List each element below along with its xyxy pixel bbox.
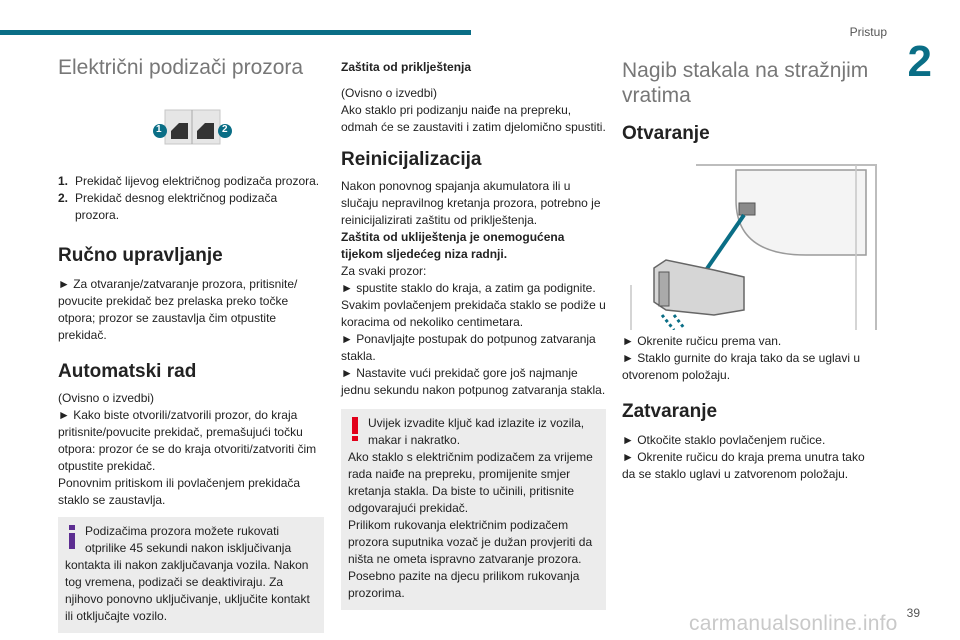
protection-version: (Ovisno o izvedbi): [341, 86, 438, 100]
reinit-line: ► spustite staklo do kraja, a zatim ga podignite. Svakim povlačenjem prekidača staklo se podiže u koracima od nekoliko centimetara.: [341, 281, 606, 329]
warning-line: Prilikom rukovanja električnim podizačem prozora suputnika vozač je dužan provjeriti da ništa ne ometa ispravno zatvaranje prozora.: [348, 518, 593, 566]
section-title-close: Zatvaranje: [622, 401, 718, 422]
section-label: Pristup: [849, 25, 887, 39]
section-title-tilt: Nagib stakala na stražnjim vratima: [622, 59, 869, 107]
protection-title: Zaštita od priklještenja: [341, 60, 472, 74]
warning-line: Posebno pazite na djecu prilikom rukovanja prozorima.: [348, 569, 580, 600]
warning-icon: [349, 417, 361, 441]
list-item: 1. Prekidač lijevog električnog podizača prozora.: [58, 174, 320, 188]
section-title-open: Otvaranje: [622, 123, 710, 144]
callout-2: 2: [222, 124, 228, 135]
info-rest: kontakta ili nakon zaključavanja vozila. Nakon tog vremena, podizači se deaktiviraju. Za njihovo ponovno uključivanje, uključite kontakt ili otključajte vozilo.: [65, 558, 310, 623]
watermark: carmanualsonline.info: [689, 612, 898, 635]
close-line: ► Okrenite ručicu do kraja prema unutra tako da se staklo uglavi u zatvorenom položaju.: [622, 450, 865, 481]
header-accent-bar: [0, 30, 471, 35]
open-line: ► Okrenite ručicu prema van.: [622, 334, 782, 348]
rear-window-latch-icon: [626, 160, 881, 330]
info-note: [58, 517, 324, 633]
close-line: ► Otkočite staklo povlačenjem ručice.: [622, 433, 826, 447]
page-number: 39: [906, 606, 920, 620]
reinit-line: Za svaki prozor:: [341, 264, 427, 278]
warning-note: [341, 409, 606, 610]
callout-1: 1: [156, 124, 162, 135]
window-switch-icon: [152, 109, 232, 153]
column-rear-window-tilt: [622, 55, 877, 483]
window-switch-illustration: [152, 109, 232, 153]
info-first: Podizačima prozora možete rukovati otprilike 45 sekundi nakon isključivanja: [85, 524, 292, 555]
section-title-reinit: Reinicijalizacija: [341, 149, 482, 170]
info-icon: [66, 525, 78, 549]
protection-text: Ako staklo pri podizanju naiđe na prepreku, odmah će se zaustaviti i zatim djelomično spustiti.: [341, 103, 606, 134]
chapter-number: 2: [907, 37, 932, 86]
rear-window-illustration: [626, 160, 881, 330]
open-line: ► Staklo gurnite do kraja tako da se uglavi u otvorenom položaju.: [622, 351, 861, 382]
manual-text: ► Za otvaranje/zatvaranje prozora, pritisnite/ povucite prekidač bez prelaska preko točke otpora; prozor se zaustavlja čim otpustite prekidač.: [58, 277, 298, 342]
section-title-power-windows: Električni podizači prozora: [58, 56, 304, 79]
reinit-intro: Nakon ponovnog spajanja akumulatora ili u slučaju nepravilnog kretanja prozora, potrebno je reinicijalizirati zaštitu od priklještenja.: [341, 179, 601, 227]
switch-list: [58, 173, 324, 224]
column-protection: [341, 55, 606, 610]
warning-line: Ako staklo s električnim podizačem za vrijeme rada naiđe na prepreku, promijenite smjer kretanja stakla. Da biste to učinili, pritisnite odgovarajući prekidač.: [348, 450, 593, 515]
reinit-line: ► Ponavljajte postupak do potpunog zatvaranja stakla.: [341, 332, 596, 363]
list-item: 2. Prekidač desnog električnog podizača prozora.: [58, 191, 278, 222]
auto-version: (Ovisno o izvedbi): [58, 391, 155, 405]
section-title-auto: Automatski rad: [58, 361, 197, 382]
column-window-lifts: [58, 55, 324, 633]
auto-text: ► Kako biste otvorili/zatvorili prozor, do kraja pritisnite/povucite prekidač, premašujući točku otpora: prozor će se do kraja otvoriti/zatvoriti čim otpustite prekidač.: [58, 408, 317, 473]
reinit-line: ► Nastavite vući prekidač gore još najmanje jednu sekundu nakon potpunog zatvaranja stakla.: [341, 366, 606, 397]
warning-first: Uvijek izvadite ključ kad izlazite iz vozila, makar i nakratko.: [368, 416, 585, 447]
section-title-manual: Ručno upravljanje: [58, 245, 223, 266]
auto-stop-text: Ponovnim pritiskom ili povlačenjem prekidača staklo se zaustavlja.: [58, 476, 301, 507]
reinit-bold: Zaštita od ukliještenja je onemogućena tijekom sljedećeg niza radnji.: [341, 230, 565, 261]
